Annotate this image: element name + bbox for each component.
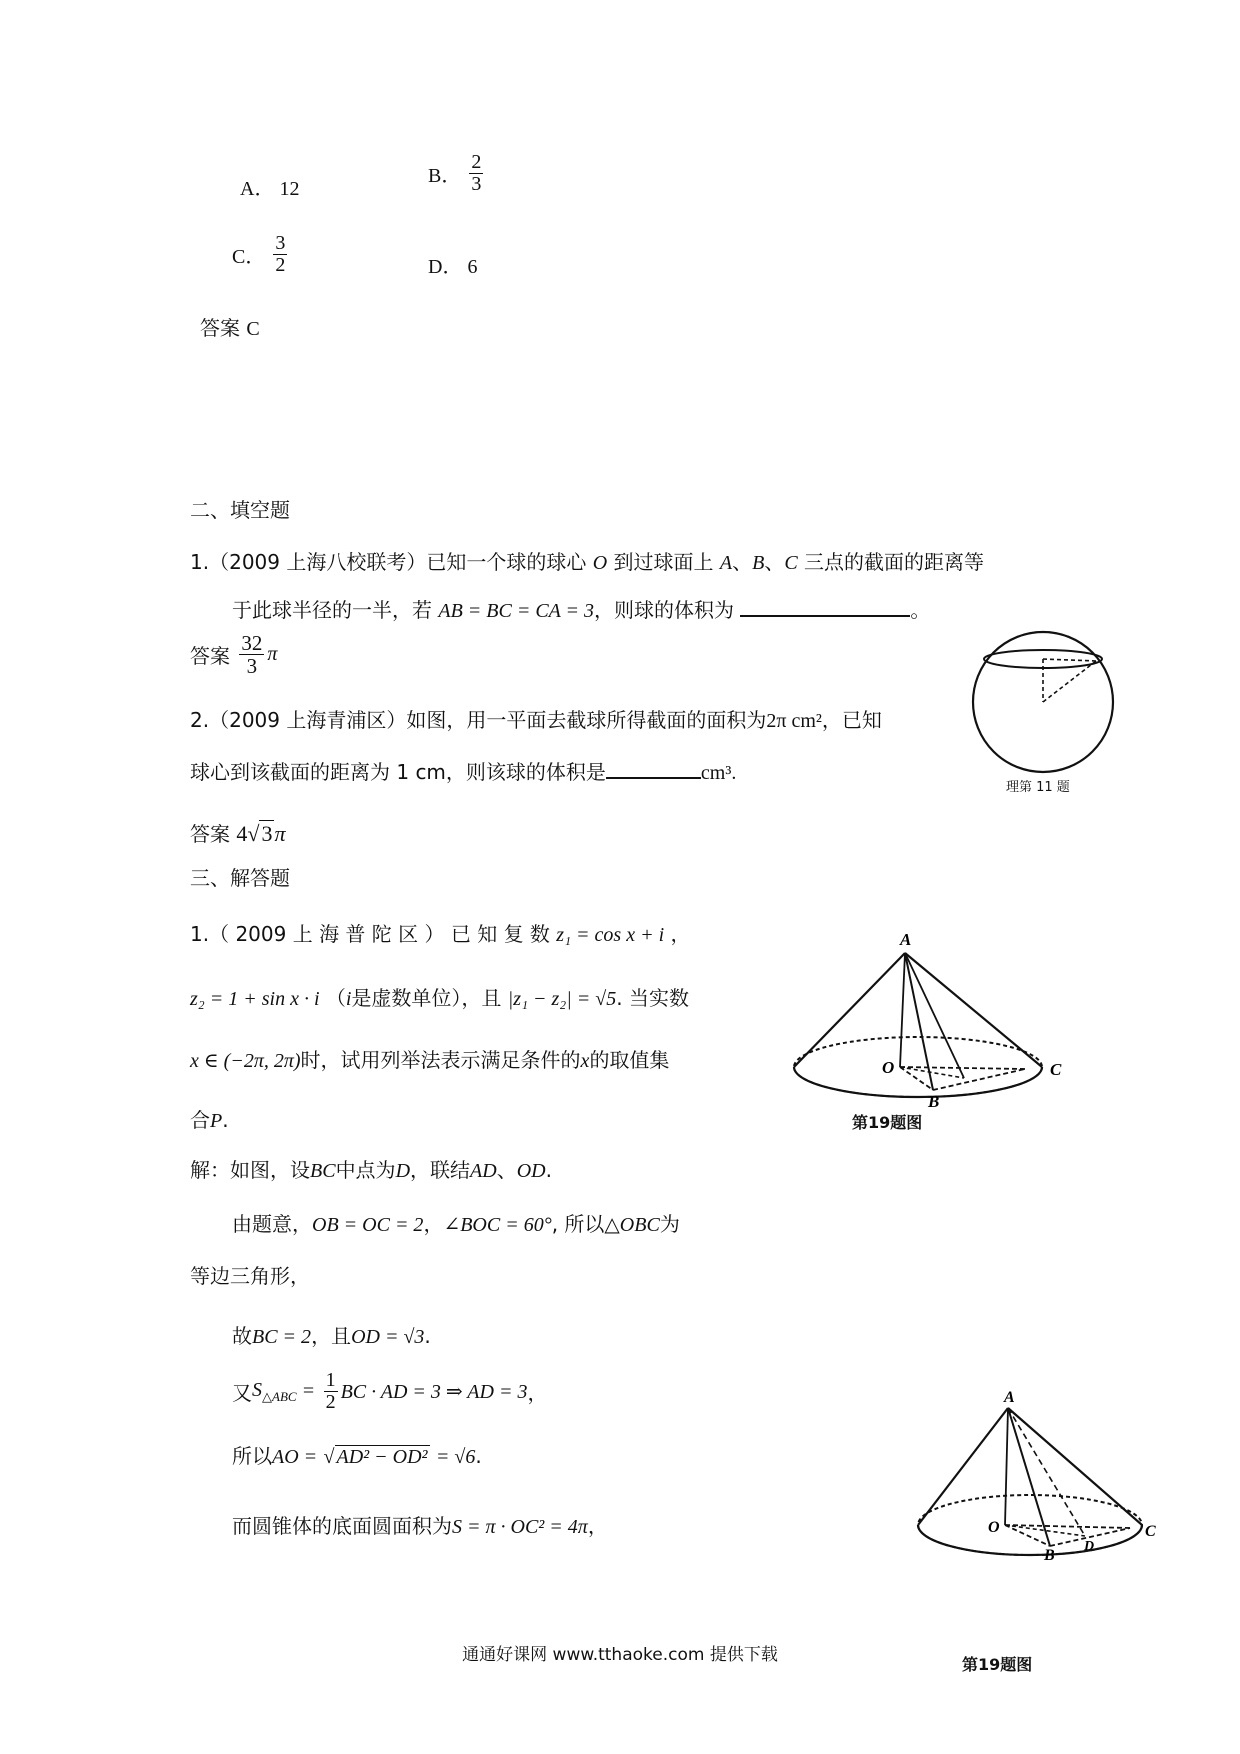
s3-q1-i: i bbox=[345, 988, 352, 1010]
option-a bbox=[240, 172, 299, 201]
cone1-label-a: A bbox=[900, 930, 912, 949]
sol-l2-eq1: OB = OC = 2 bbox=[312, 1214, 424, 1236]
s2-q1-a: A bbox=[719, 552, 733, 574]
s2-q2-answer-rad: 3 bbox=[261, 821, 273, 846]
s2-q2-text1b: ，已知 bbox=[821, 708, 882, 732]
s2-q1-answer-fraction bbox=[239, 632, 264, 677]
s3-q1-text4: 合 bbox=[190, 1108, 210, 1132]
sol-l5-num: 1 bbox=[325, 1369, 336, 1391]
cone2-edge-ad bbox=[1008, 1408, 1085, 1536]
section3-title: 三、解答题 bbox=[190, 866, 290, 890]
sol-l6-text-a: 所以 bbox=[232, 1444, 272, 1468]
s3-q1-line1 bbox=[190, 918, 690, 947]
s2-q1-b: B bbox=[752, 552, 765, 574]
s2-q2-answer-coef: 4 bbox=[236, 821, 248, 846]
sol-l1-ad: AD bbox=[470, 1160, 497, 1182]
cone2-label-b: B bbox=[1044, 1547, 1055, 1560]
section-radius-line bbox=[1043, 659, 1096, 661]
cone-figure-2-caption: 第19题图 bbox=[962, 1655, 1033, 1674]
cone2-label-a: A bbox=[1004, 1390, 1015, 1406]
option-c bbox=[232, 233, 290, 276]
sol-l2-sep: ， bbox=[423, 1212, 444, 1236]
s3-q1-text2a: （ bbox=[325, 986, 346, 1010]
s2-q1-line2 bbox=[232, 594, 930, 623]
sol-l1-bc: BC bbox=[310, 1160, 336, 1182]
s3-q1-z1: z₁ = cos x + i bbox=[556, 924, 665, 946]
sol-l7-eq: S = π · OC² = 4π bbox=[452, 1516, 588, 1538]
s2-q2-answer-value: 4√3π bbox=[236, 821, 286, 846]
s2-q2-text1: （2009 上海青浦区）如图，用一平面去截球所得截面的面积为 bbox=[209, 708, 767, 732]
s3-q1-z2: z₂ = 1 + sin x · i bbox=[190, 988, 320, 1010]
s3-q1-text2c: . 当实数 bbox=[616, 986, 689, 1010]
s2-q2-unit: cm³. bbox=[700, 762, 737, 784]
solution-line4 bbox=[232, 1320, 431, 1349]
s3-q1-text3b: 的取值集 bbox=[589, 1048, 670, 1072]
sol-l1-d: D bbox=[395, 1160, 411, 1182]
sol-l6-eq: = √6 bbox=[435, 1446, 476, 1468]
sol-l4-eq1: BC = 2 bbox=[252, 1326, 312, 1348]
option-c-label: C． bbox=[232, 246, 266, 268]
s2-q1-text1: （2009 上海八校联考）已知一个球的球心 bbox=[209, 550, 587, 574]
s2-q1-num: 1. bbox=[190, 550, 210, 574]
s2-q2-answer-label: 答案 bbox=[190, 822, 230, 846]
s3-q1-text1b: ， bbox=[670, 922, 691, 946]
sol-l2-text-c: 为 bbox=[659, 1212, 680, 1236]
s3-q1-text3a: 时，试用列举法表示满足条件的 bbox=[300, 1048, 581, 1072]
sol-l6-rad: AD² − OD² bbox=[336, 1446, 428, 1468]
sol-l1-text-a: 解：如图，设 bbox=[190, 1158, 310, 1182]
solution-line1 bbox=[190, 1154, 552, 1183]
sol-l6-ao: AO = bbox=[272, 1446, 318, 1468]
s2-q1-blank[interactable] bbox=[740, 597, 910, 617]
s2-q2-num: 2. bbox=[190, 708, 210, 732]
sol-l6-sqrt: √ AD² − OD² bbox=[323, 1446, 428, 1468]
s2-q1-answer-pi: π bbox=[267, 643, 278, 666]
solution-line2 bbox=[232, 1208, 680, 1237]
solution-line5 bbox=[232, 1370, 547, 1413]
s3-q1-line2 bbox=[190, 982, 689, 1011]
cone2-axis-ao bbox=[1005, 1408, 1008, 1525]
s2-q1-o: O bbox=[592, 552, 608, 574]
cone1-label-o: O bbox=[882, 1058, 895, 1077]
sol-l2-text-b: , 所以 bbox=[551, 1212, 605, 1236]
option-b-fraction bbox=[469, 152, 483, 195]
sol-l4-text-b: ，且 bbox=[311, 1324, 352, 1348]
cone-figure-1 bbox=[760, 925, 1070, 1110]
s2-q2-answer-pi: π bbox=[274, 821, 286, 846]
sol-l4-eq2: OD = √3 bbox=[351, 1326, 425, 1348]
cone-figure-1-caption: 第19题图 bbox=[852, 1113, 923, 1132]
s2-q1-text1b: 到过球面上 bbox=[613, 550, 714, 574]
prev-answer-value: C bbox=[246, 318, 260, 340]
cone-figure-2 bbox=[880, 1390, 1170, 1560]
sol-l2-eq2: ∠BOC = 60° bbox=[443, 1214, 552, 1236]
s3-q1-x: x bbox=[580, 1050, 590, 1072]
cone2-label-d: D bbox=[1084, 1539, 1095, 1554]
option-d-value: 6 bbox=[467, 256, 478, 278]
sol-l7-end: ， bbox=[587, 1514, 608, 1538]
option-b-label: B． bbox=[428, 165, 462, 187]
sol-l2-text-a: 由题意， bbox=[232, 1212, 312, 1236]
sol-l4-text-a: 故 bbox=[232, 1324, 252, 1348]
s2-q2-line2 bbox=[190, 756, 736, 785]
s2-q1-sep1: 、 bbox=[732, 550, 753, 574]
cone1-base-front bbox=[794, 1067, 1042, 1097]
cone1-left-generatrix bbox=[794, 953, 905, 1067]
option-b-den: 3 bbox=[471, 173, 482, 195]
cone1-segment-od bbox=[900, 1067, 964, 1078]
solution-line6 bbox=[232, 1440, 482, 1469]
sol-l1-text-d: 、 bbox=[496, 1158, 517, 1182]
s2-q1-answer-label: 答案 bbox=[190, 644, 230, 669]
cone2-left-generatrix bbox=[918, 1408, 1008, 1525]
sol-l1-text-c: ，联结 bbox=[410, 1158, 471, 1182]
sphere-figure-caption: 理第 11 题 bbox=[1006, 780, 1070, 795]
sol-l7-text-a: 而圆锥体的底面圆面积为 bbox=[232, 1514, 452, 1538]
cone2-label-o: O bbox=[988, 1519, 1000, 1536]
solution-line3: 等边三角形， bbox=[190, 1264, 310, 1288]
s3-q1-line3 bbox=[190, 1044, 669, 1073]
cone1-edge-ad bbox=[905, 953, 964, 1078]
s2-q1-answer-num: 32 bbox=[241, 631, 263, 655]
page-footer: 通通好课网 www.tthaoke.com 提供下载 bbox=[462, 1645, 778, 1665]
solution-line7 bbox=[232, 1510, 608, 1539]
sol-l5-half bbox=[324, 1370, 338, 1413]
sol-l1-od: OD bbox=[516, 1160, 546, 1182]
s2-q2-blank[interactable] bbox=[606, 759, 701, 779]
s2-q1-line1 bbox=[190, 546, 984, 575]
sol-l6-end: . bbox=[475, 1444, 482, 1468]
sol-l5-rest: BC · AD = 3 ⇒ AD = 3 bbox=[340, 1381, 528, 1403]
cone2-segment-oc bbox=[1005, 1525, 1130, 1528]
s3-q1-num: 1. bbox=[190, 922, 210, 946]
option-c-den: 2 bbox=[275, 254, 286, 276]
cone1-label-c: C bbox=[1050, 1060, 1062, 1079]
sol-l5-den: 2 bbox=[325, 1391, 336, 1413]
s3-q1-line4 bbox=[190, 1104, 229, 1133]
section2-title: 二、填空题 bbox=[190, 498, 290, 522]
s2-q1-text2a: 于此球半径的一半，若 bbox=[232, 598, 432, 622]
option-c-fraction bbox=[273, 233, 287, 276]
s2-q2-answer bbox=[190, 818, 285, 847]
s2-q1-answer-den: 3 bbox=[246, 654, 258, 679]
s2-q1-text2b: ，则球的体积为 bbox=[594, 598, 735, 622]
cone1-axis-ao bbox=[900, 953, 905, 1067]
prev-answer-label: 答案 bbox=[200, 316, 240, 340]
s2-q1-c: C bbox=[784, 552, 798, 574]
cone1-segment-oc bbox=[900, 1067, 1025, 1069]
prev-answer bbox=[200, 312, 260, 341]
sol-l5-s-sub: △ABC bbox=[262, 1388, 297, 1404]
s2-q2-line1 bbox=[190, 704, 882, 733]
s2-q1-sep2: 、 bbox=[764, 550, 785, 574]
option-d bbox=[428, 250, 477, 279]
s2-q2-text2a: 球心到该截面的距离为 1 cm，则该球的体积是 bbox=[190, 760, 606, 784]
option-d-label: D． bbox=[428, 256, 463, 278]
s2-q2-area: 2π cm² bbox=[766, 710, 822, 732]
sol-l5-s-letter: S bbox=[252, 1378, 262, 1401]
s2-q1-text1c: 三点的截面的距离等 bbox=[804, 550, 985, 574]
option-b-num: 2 bbox=[471, 151, 482, 173]
sol-l2-triangle: △OBC bbox=[604, 1214, 660, 1236]
s3-q1-p: P bbox=[210, 1110, 223, 1132]
cone2-right-generatrix bbox=[1008, 1408, 1142, 1525]
cone2-label-c: C bbox=[1145, 1523, 1156, 1540]
option-a-value: 12 bbox=[279, 178, 300, 200]
cone2-base-front bbox=[918, 1525, 1142, 1555]
cone1-label-b: B bbox=[928, 1092, 940, 1110]
option-c-num: 3 bbox=[275, 232, 286, 254]
s3-q1-domain: x ∈ (−2π, 2π) bbox=[190, 1050, 301, 1072]
s2-q1-end: 。 bbox=[910, 598, 931, 622]
sol-l5-s bbox=[252, 1378, 297, 1404]
sol-l5-end: ， bbox=[527, 1381, 548, 1405]
s3-q1-dot: . bbox=[222, 1108, 229, 1132]
sol-l4-text-c: . bbox=[424, 1324, 431, 1348]
sol-l5-text-a: 又 bbox=[232, 1381, 252, 1405]
s3-q1-mod: |z₁ − z₂| = √5 bbox=[507, 988, 617, 1010]
sol-l5-eq: = bbox=[302, 1380, 315, 1402]
s3-q1-text2b: 是虚数单位），且 bbox=[351, 986, 502, 1010]
s3-q1-text1a: （ 2009 上 海 普 陀 区 ） 已 知 复 数 bbox=[209, 922, 550, 946]
sol-l1-text-e: . bbox=[545, 1158, 552, 1182]
option-b bbox=[428, 152, 486, 195]
s2-q1-answer bbox=[190, 632, 277, 677]
option-a-label: A． bbox=[240, 178, 275, 200]
sol-l1-text-b: 中点为 bbox=[335, 1158, 396, 1182]
s2-q1-eq: AB = BC = CA = 3 bbox=[438, 600, 595, 622]
